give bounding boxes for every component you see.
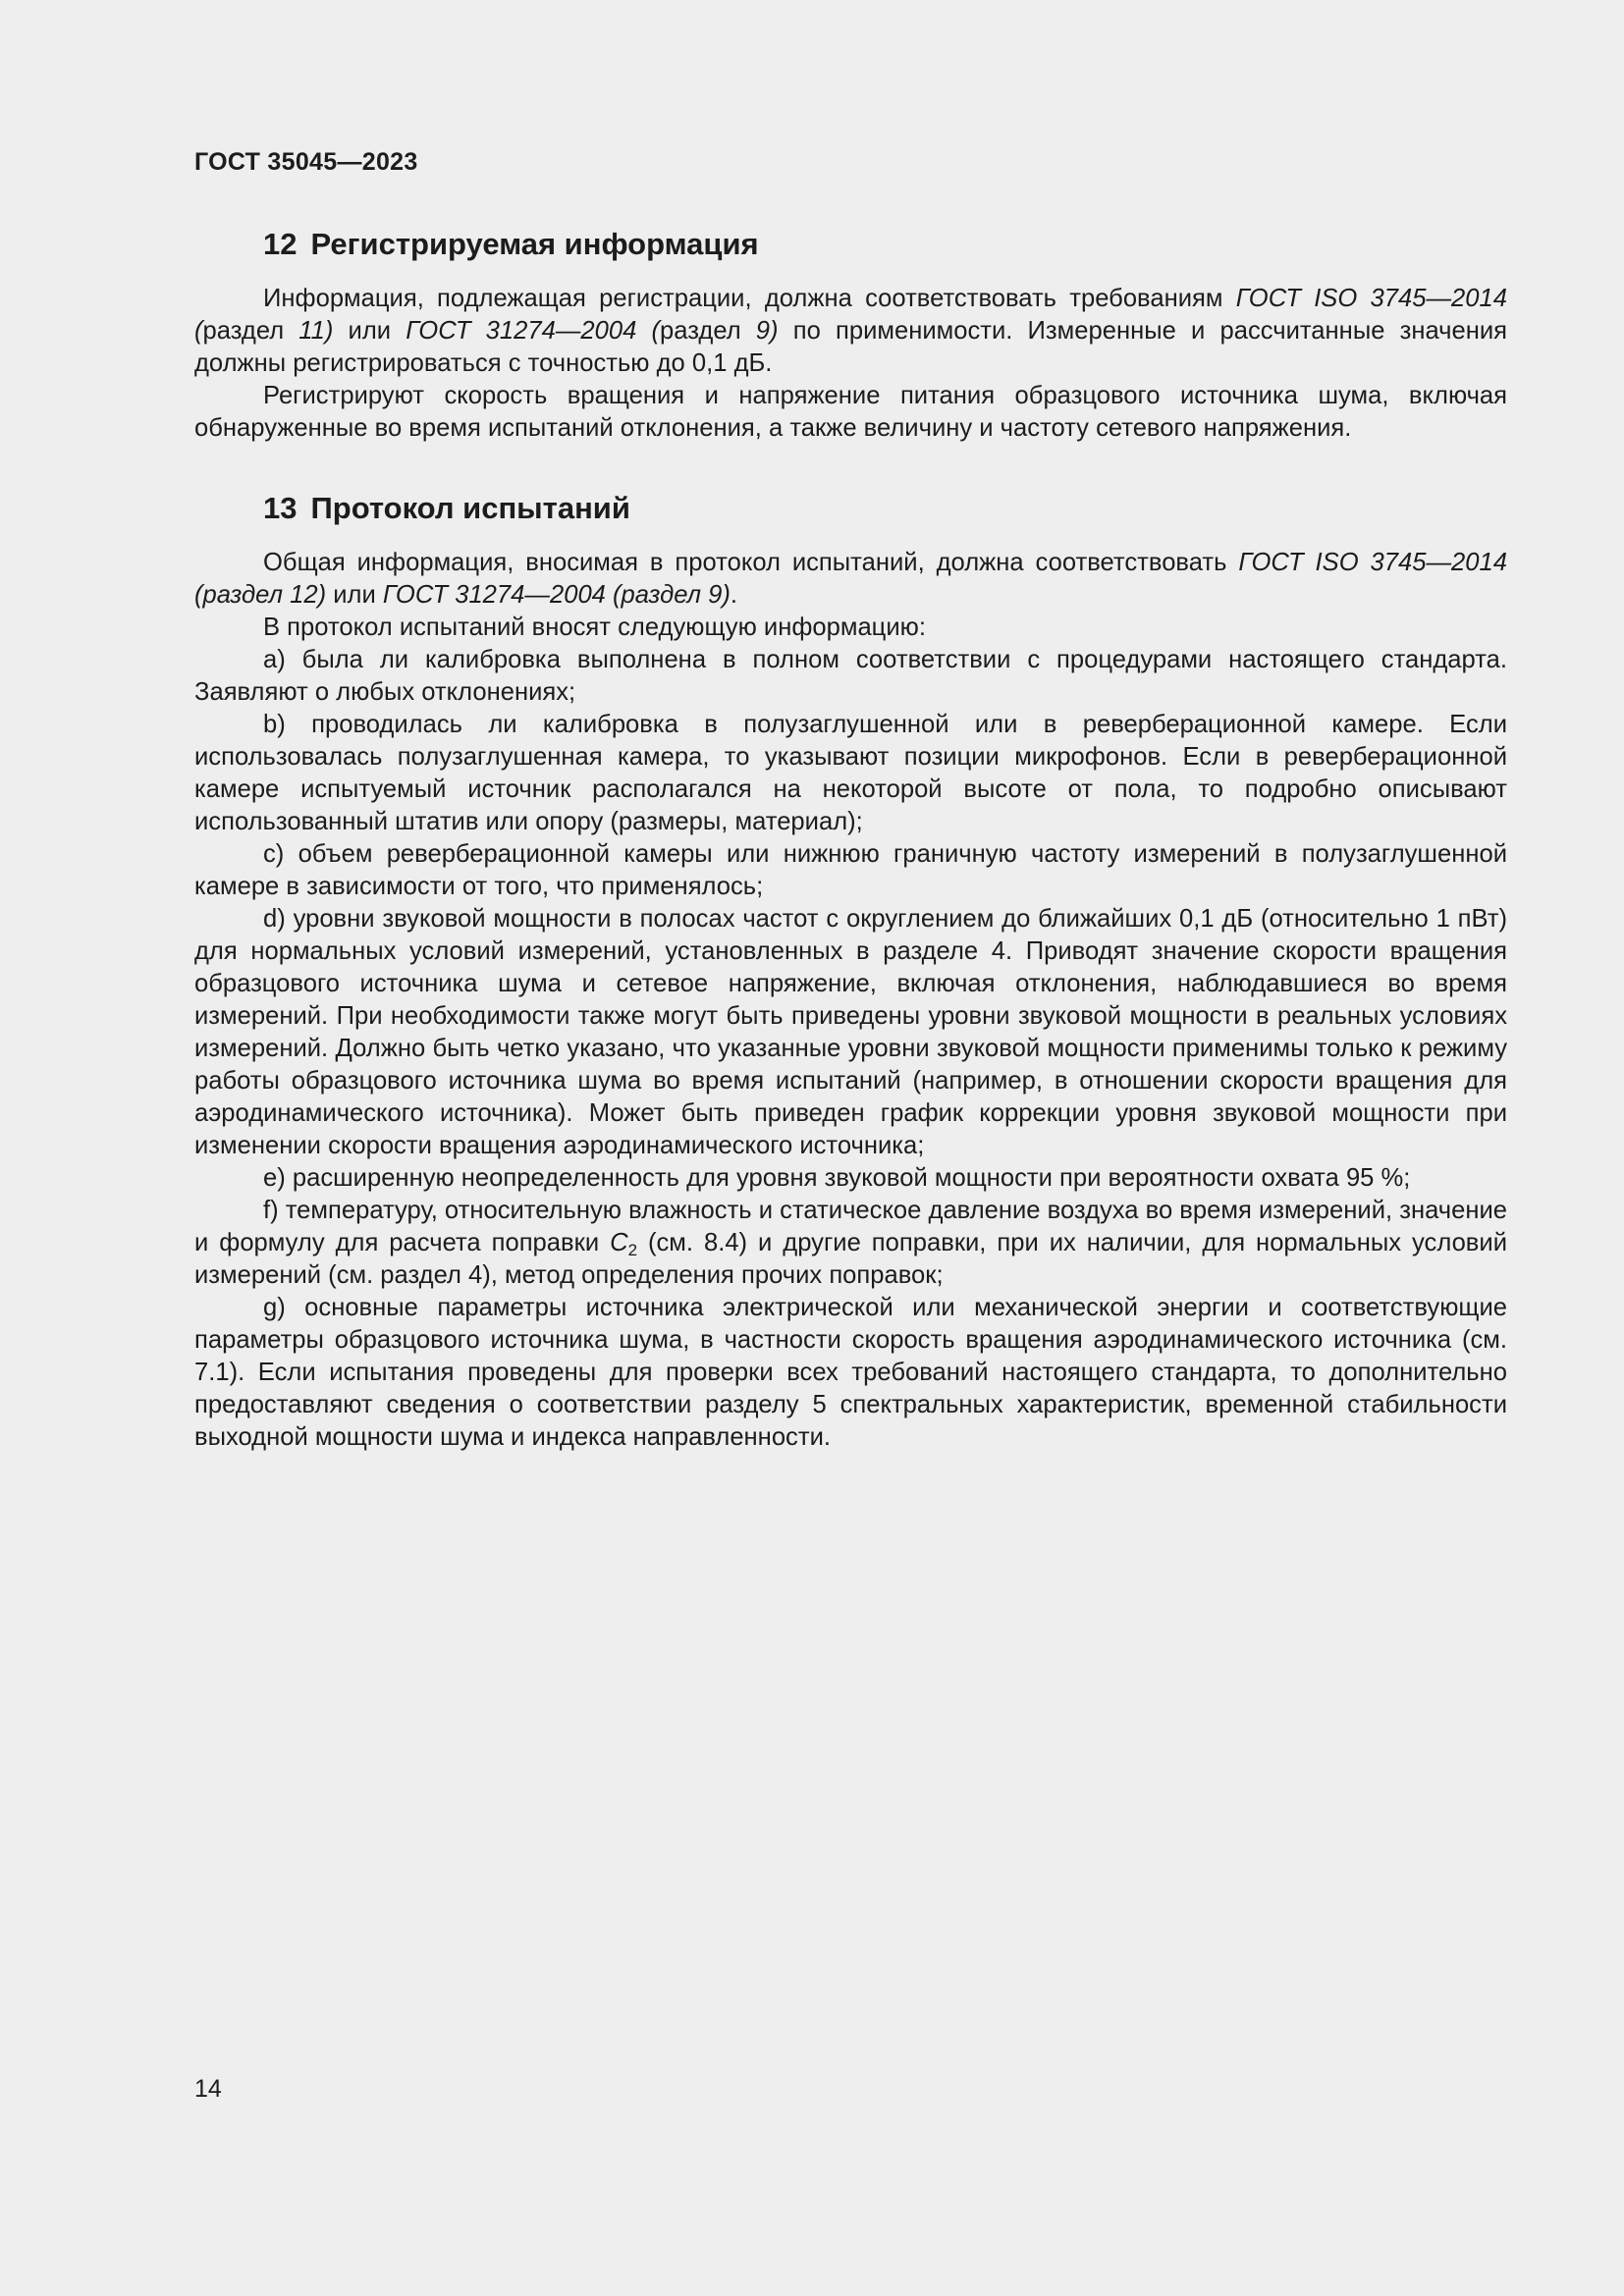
section-12-heading (194, 222, 1507, 267)
list-item-f: f) температуру, относительную влажность и статическое давление воздуха во время измерений, значение и формулу для расчета поправки $C_2$ (см. 8.4) и другие поправки, при их наличии, для нормальных условий измерений (см. раздел 4), метод определения прочих поправок; (194, 1197, 1507, 1289)
document-body (194, 222, 1507, 1454)
formula-symbol: C (610, 1229, 628, 1256)
section-13-paragraph-1: Общая информация, вносимая в протокол испытаний, должна соответствовать ГОСТ ISO 3745—2014 (раздел 12) или ГОСТ 31274—2004 (раздел 9). (194, 549, 1507, 609)
list-item-e: e) расширенную неопределенность для уровня звуковой мощности при вероятности охвата 95 %; (263, 1164, 1411, 1192)
section-13-heading (194, 486, 1507, 531)
list-item-c: c) объем реверберационной камеры или нижнюю граничную частоту измерений в полузаглушенной камере в зависимости от того, что применялось; (194, 840, 1507, 900)
section-13-number: 13 (263, 491, 298, 525)
list-item-g: g) основные параметры источника электрической или механической энергии и соответствующие параметры образцового источника шума, в частности скорость вращения аэродинамического источника (см. 7.1). Если испытания проведены для проверки всех требований настоящего стандарта, то дополнительно предоставляют сведения о соответствии разделу 5 спектральных характеристик, временной стабильности выходной мощности шума и индекса направленности. (194, 1294, 1507, 1451)
section-12-paragraph-1: Информация, подлежащая регистрации, должна соответствовать требованиям ГОСТ ISO 3745—2014 (раздел 11) или ГОСТ 31274—2004 (раздел 9) по применимости. Измеренные и рассчитанные значения должны регистрироваться с точностью до 0,1 дБ. (194, 285, 1507, 377)
section-12-paragraph-2: Регистрируют скорость вращения и напряжение питания образцового источника шума, включая обнаруженные во время испытаний отклонения, а также величину и частоту сетевого напряжения. (194, 382, 1507, 442)
page-number: 14 (194, 2075, 222, 2103)
document-header: ГОСТ 35045—2023 (194, 148, 418, 176)
list-item-a: a) была ли калибровка выполнена в полном соответствии с процедурами настоящего стандарта. Заявляют о любых отклонениях; (194, 646, 1507, 706)
section-13-title: Протокол испытаний (310, 491, 630, 525)
section-12-title: Регистрируемая информация (310, 227, 759, 261)
list-item-d: d) уровни звуковой мощности в полосах частот с округлением до ближайших 0,1 дБ (относительно 1 пВт) для нормальных условий измерений, установленных в разделе 4. Приводят значение скорости вращения образцового источника шума и сетевое напряжение, включая отклонения, наблюдавшиеся во время измерений. При необходимости также могут быть приведены уровни звуковой мощности в реальных условиях измерений. Должно быть четко указано, что указанные уровни звуковой мощности применимы только к режиму работы образцового источника шума во время испытаний (например, в отношении скорости вращения для аэродинамического источника). Может быть приведен график коррекции уровня звуковой мощности при изменении скорости вращения аэродинамического источника; (194, 905, 1507, 1159)
section-12-number: 12 (263, 227, 298, 261)
list-item-b: b) проводилась ли калибровка в полузаглушенной или в реверберационной камере. Если использовалась полузаглушенная камера, то указывают позиции микрофонов. Если в реверберационной камере испытуемый источник располагался на некоторой высоте от пола, то подробно описывают использованный штатив или опору (размеры, материал); (194, 711, 1507, 835)
section-13-paragraph-2: В протокол испытаний вносят следующую информацию: (263, 614, 926, 641)
formula-subscript: 2 (627, 1241, 638, 1259)
